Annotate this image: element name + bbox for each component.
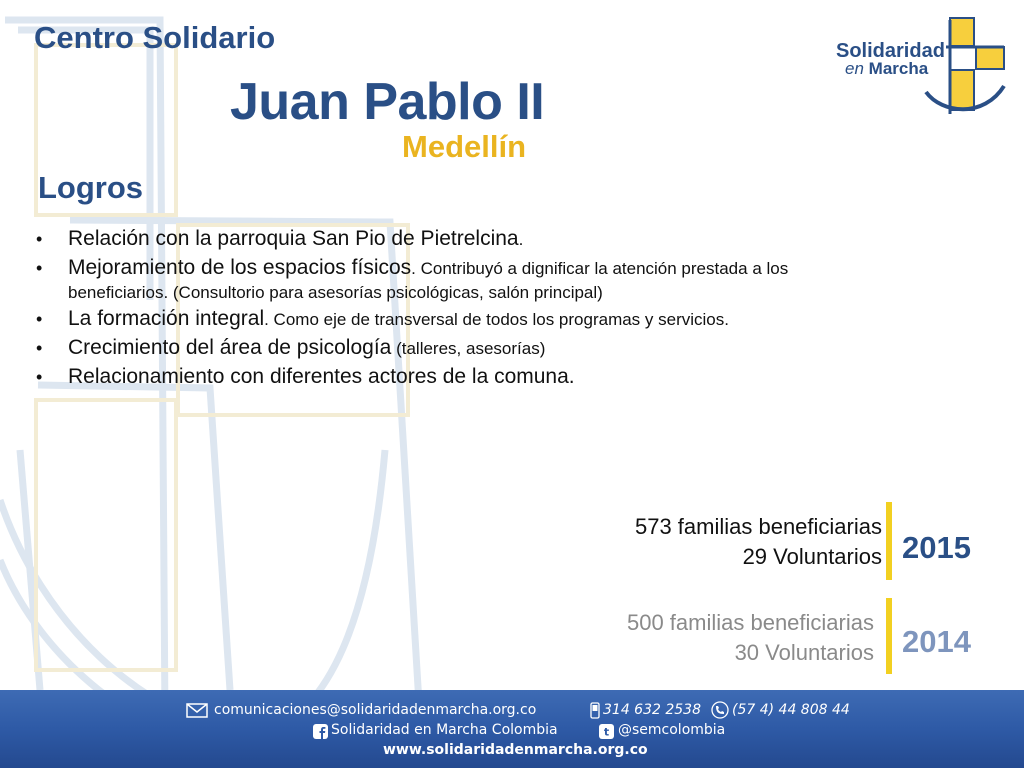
year-label: 2015: [902, 530, 971, 565]
facebook-icon: [313, 724, 328, 739]
divider-bar: [886, 598, 892, 674]
logo-text-2: en Marcha: [845, 59, 929, 78]
envelope-icon: [186, 703, 208, 718]
volunteers-count: 30 Voluntarios: [734, 640, 874, 665]
stat-2015: [560, 512, 882, 572]
mobile-phone-icon: [590, 702, 600, 719]
city-label: Medellín: [402, 129, 527, 164]
footer-website[interactable]: www.solidaridadenmarcha.org.co: [383, 742, 648, 758]
divider-bar: [886, 502, 892, 580]
twitter-icon: [599, 724, 614, 739]
centro-label: Centro Solidario: [34, 20, 276, 55]
stat-2014: [560, 608, 874, 668]
section-title: Logros: [38, 170, 144, 205]
logo-text: Solidaridad: [836, 40, 945, 62]
families-count: 573 familias beneficiarias: [634, 514, 882, 539]
footer-facebook[interactable]: Solidaridad en Marcha Colombia: [331, 722, 558, 738]
footer: [0, 690, 1024, 768]
list-item: • Mejoramiento de los espacios físicos. Contribuyó a dignificar la atención prestada a los beneficiarios. (Consultorio para asesorías psicológicas, salón principal): [36, 254, 956, 305]
year-label: 2014: [902, 624, 971, 659]
list-item: • La formación integral. Como eje de transversal de todos los programas y servicios.: [36, 305, 956, 334]
list-item: • Crecimiento del área de psicología (talleres, asesorías): [36, 334, 956, 363]
telephone-icon: [711, 701, 729, 719]
svg-text:t: t: [603, 725, 610, 739]
footer-phone: (57 4) 44 808 44: [732, 702, 850, 718]
achievements-list: [36, 225, 956, 391]
volunteers-count: 29 Voluntarios: [742, 544, 882, 569]
footer-twitter[interactable]: @semcolombia: [618, 722, 726, 738]
families-count: 500 familias beneficiarias: [626, 610, 874, 635]
page-title: Juan Pablo II: [230, 73, 545, 131]
footer-mobile: 314 632 2538: [603, 702, 701, 718]
list-item: • Relación con la parroquia San Pio de Pietrelcina.: [36, 225, 956, 254]
list-item: • Relacionamiento con diferentes actores de la comuna.: [36, 363, 956, 391]
footer-email[interactable]: comunicaciones@solidaridadenmarcha.org.co: [214, 702, 537, 718]
